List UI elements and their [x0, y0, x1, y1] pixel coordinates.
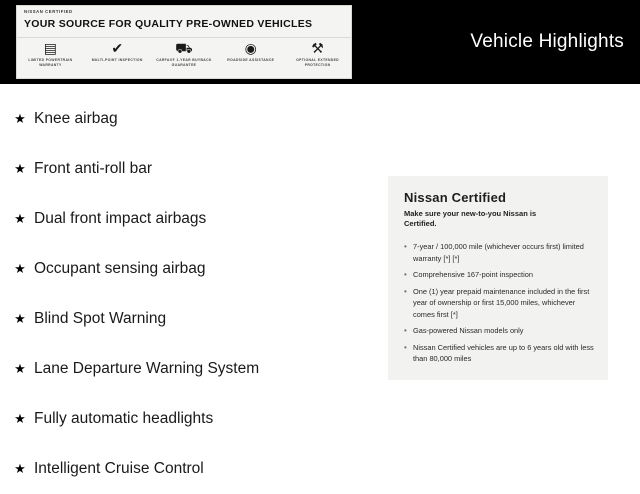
document-icon: ▤ — [43, 40, 57, 56]
star-icon: ★ — [14, 461, 26, 476]
certified-banner — [16, 5, 352, 79]
list-item — [0, 344, 360, 394]
list-item — [0, 294, 360, 344]
star-icon: ★ — [14, 111, 26, 126]
star-icon: ★ — [14, 411, 26, 426]
list-item-label: Front anti-roll bar — [34, 160, 153, 177]
certified-banner-eyebrow: NISSAN CERTIFIED — [24, 9, 73, 14]
list-item — [0, 394, 360, 444]
divider — [17, 37, 351, 38]
certified-panel-title: Nissan Certified — [404, 190, 507, 205]
car-icon: ⛟ — [175, 40, 193, 56]
certified-badge-label: ROADSIDE ASSISTANCE — [227, 58, 275, 62]
list-item-label: Blind Spot Warning — [34, 310, 167, 327]
star-icon: ★ — [14, 361, 26, 376]
list-item — [0, 144, 360, 194]
certified-badge-label: CARFAX® 1-YEAR BUYBACK GUARANTEE — [156, 58, 212, 67]
list-item-label: Occupant sensing airbag — [34, 260, 206, 277]
checkmark-icon: ✔ — [111, 40, 124, 56]
list-item-label: Dual front impact airbags — [34, 210, 207, 227]
certified-panel-subtitle: Make sure your new-to-you Nissan is Certified. — [404, 209, 537, 228]
list-item — [0, 244, 360, 294]
list-item-label: Fully automatic headlights — [34, 410, 214, 427]
certified-banner-headline: YOUR SOURCE FOR QUALITY PRE-OWNED VEHICLES — [24, 18, 313, 30]
certified-badge — [87, 39, 147, 63]
certified-badge-label: MULTI-POINT INSPECTION — [91, 58, 143, 62]
list-item-label: Lane Departure Warning System — [34, 360, 260, 377]
list-item-label: Knee airbag — [34, 110, 118, 127]
page-header — [0, 0, 640, 84]
page-title: Vehicle Highlights — [470, 31, 624, 52]
certified-badge-label: LIMITED POWERTRAIN WARRANTY — [28, 58, 73, 67]
list-item: • Nissan Certified vehicles are up to 6 years old with less than 80,000 miles — [404, 342, 594, 365]
list-item: • 7-year / 100,000 mile (whichever occurs first) limited warranty [*] [*] — [404, 241, 594, 264]
wrench-icon: ⚒ — [311, 40, 324, 56]
map-pin-icon: ◉ — [244, 40, 257, 56]
list-item: • Comprehensive 167-point inspection — [404, 269, 594, 281]
list-item — [0, 94, 360, 144]
certified-panel-bullets — [404, 241, 594, 365]
list-item: • Gas-powered Nissan models only — [404, 325, 594, 337]
certified-badge — [221, 39, 281, 63]
certified-badge — [154, 39, 214, 68]
vehicle-highlights-list — [0, 84, 360, 494]
list-item — [0, 194, 360, 244]
certified-badge-row — [17, 39, 351, 68]
star-icon: ★ — [14, 261, 26, 276]
star-icon: ★ — [14, 211, 26, 226]
certified-badge — [20, 39, 80, 68]
nissan-certified-panel — [388, 176, 608, 380]
certified-badge-label: OPTIONAL EXTENDED PROTECTION — [296, 58, 339, 67]
certified-badge — [288, 39, 348, 68]
list-item: • One (1) year prepaid maintenance included in the first year of ownership or first 15,000 miles, whichever comes first [*] — [404, 286, 594, 321]
star-icon: ★ — [14, 161, 26, 176]
list-item-label: Intelligent Cruise Control — [34, 460, 204, 477]
star-icon: ★ — [14, 311, 26, 326]
list-item — [0, 444, 360, 494]
